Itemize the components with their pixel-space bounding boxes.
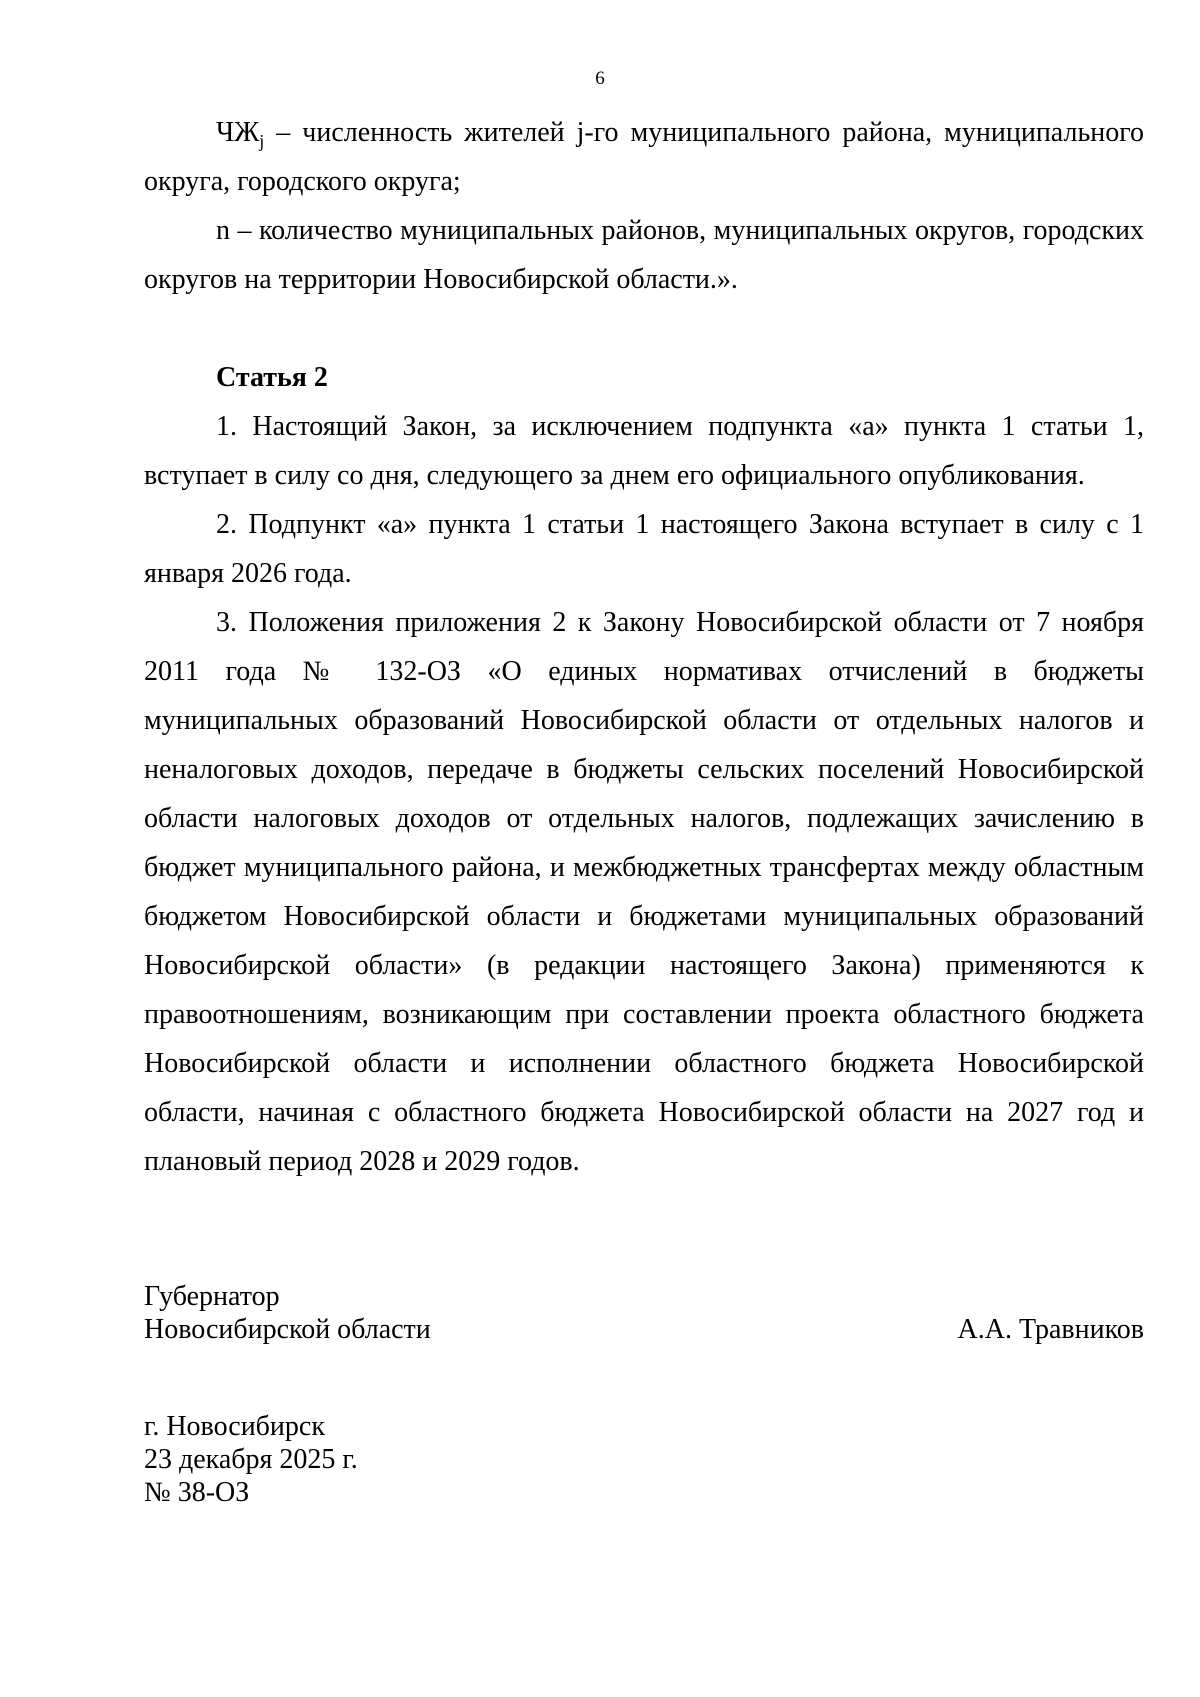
document-body — [144, 108, 1144, 1186]
page-number: 6 — [595, 68, 605, 89]
footer-date: 23 декабря 2025 г. — [144, 1444, 358, 1475]
footer-city: г. Новосибирск — [144, 1411, 325, 1442]
article-heading: Статья 2 — [216, 362, 328, 393]
article-paragraph-1: 1. Настоящий Закон, за исключением подпункта «а» пункта 1 статьи 1, вступает в силу со дня, следующего за днем его официального опубликования. — [144, 411, 1144, 491]
definition-chzh — [144, 108, 1144, 206]
document-footer — [144, 1410, 358, 1509]
article-paragraph-3: 3. Положения приложения 2 к Закону Новосибирской области от 7 ноября 2011 года № 132-ОЗ «О единых нормативах отчислений в бюджеты муниципальных образований Новосибирской области от отдельных налогов и неналоговых доходов, передаче в бюджеты сельских поселений Новосибирской области налоговых доходов от отдельных налогов, подлежащих зачислению в бюджет муниципального района, и межбюджетных трансфертах между областным бюджетом Новосибирской области и бюджетами муниципальных образований Новосибирской области» (в редакции настоящего Закона) применяются к правоотношениям, возникающим при составлении проекта областного бюджета Новосибирской области и исполнении областного бюджета Новосибирской области, начиная с областного бюджета Новосибирской области на 2027 год и плановый период 2028 и 2029 годов. — [144, 607, 1144, 1177]
signature-block — [144, 1280, 1144, 1346]
variable-chzh: $ЧЖ_j$ — [216, 117, 265, 151]
signatory-name: А.А. Травников — [957, 1314, 1144, 1345]
signatory-title-line1: Губернатор — [144, 1281, 280, 1312]
footer-law-number: № 38-ОЗ — [144, 1477, 250, 1508]
definition-chzh-text: – численность жителей j-го муниципального района, муниципального округа, городского округа; — [144, 117, 1144, 197]
signature-row — [144, 1313, 1144, 1346]
signatory-title-line2: Новосибирской области — [144, 1314, 431, 1345]
article-paragraph-2: 2. Подпункт «а» пункта 1 статьи 1 настоящего Закона вступает в силу с 1 января 2026 года. — [144, 509, 1144, 589]
definition-n: n – количество муниципальных районов, муниципальных округов, городских округов на территории Новосибирской области.». — [144, 215, 1144, 295]
